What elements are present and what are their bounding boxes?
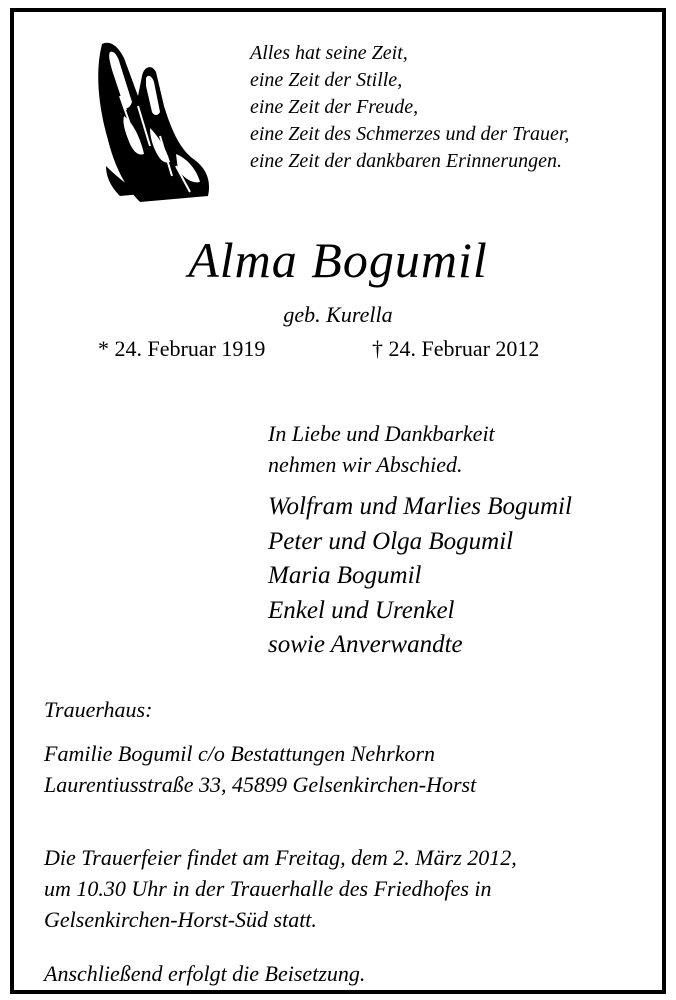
death-date: † 24. Februar 2012 [372,336,540,361]
burial-info [44,958,365,989]
farewell-line: nehmen wir Abschied. [268,452,463,477]
address-line: Laurentiusstraße 33, 45899 Gelsenkirchen-Horst [44,772,477,797]
service-info [44,842,517,935]
service-line: um 10.30 Uhr in der Trauerhalle des Friedhofes in [44,876,492,901]
poem [250,40,569,175]
birth-date: * 24. Februar 1919 [98,336,266,361]
farewell-line: In Liebe und Dankbarkeit [268,421,495,446]
poem-line: eine Zeit des Schmerzes und der Trauer, [250,123,570,145]
address-line: Familie Bogumil c/o Bestattungen Nehrkorn [44,741,436,766]
deceased-name: Alma Bogumil [188,232,488,288]
house-label-text: Trauerhaus: [44,697,153,722]
mourner: Maria Bogumil [268,562,422,589]
mourner: Peter und Olga Bogumil [268,527,514,555]
mourners-list [268,490,572,663]
service-line: Die Trauerfeier findet am Freitag, dem 2. März 2012, [44,845,517,870]
poem-line: Alles hat seine Zeit, [250,42,408,64]
birth-name: geb. Kurella [283,302,393,327]
obituary-frame [10,8,666,994]
farewell-text [268,418,495,480]
poem-line: eine Zeit der dankbaren Erinnerungen. [250,150,562,172]
house-of-mourning-address [44,738,476,800]
mourner: Enkel und Urenkel [268,596,455,624]
praying-hands-icon [80,36,210,204]
poem-line: eine Zeit der Stille, [250,69,403,91]
burial-line: Anschließend erfolgt die Beisetzung. [44,961,366,986]
house-of-mourning-label [44,694,152,725]
mourner: sowie Anverwandte [268,631,463,658]
service-line: Gelsenkirchen-Horst-Süd statt. [44,907,317,932]
poem-line: eine Zeit der Freude, [250,96,419,118]
mourner: Wolfram und Marlies Bogumil [268,493,572,520]
